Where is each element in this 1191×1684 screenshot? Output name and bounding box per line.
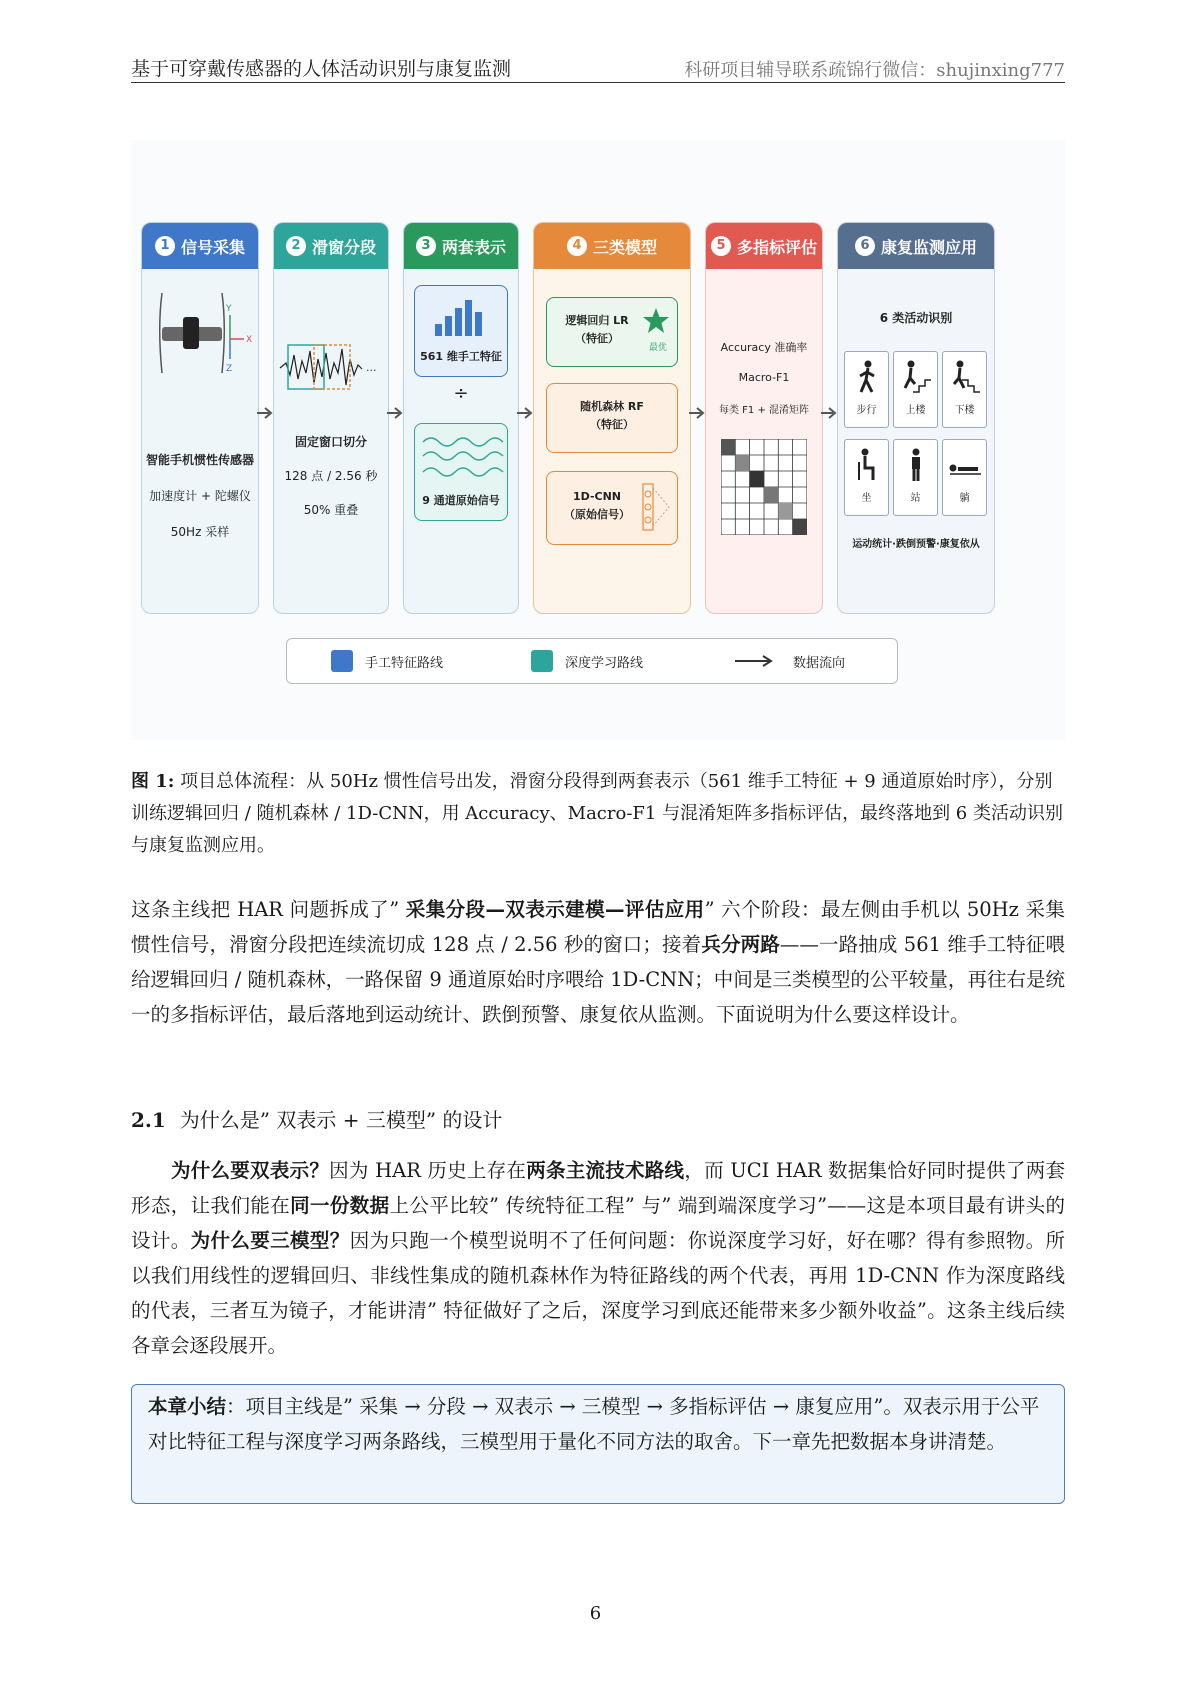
header-contact: 科研项目辅导联系疏锦行微信：shujinxing777 [684,60,1065,81]
stage-2-line-1: 固定窗口切分 [294,435,367,449]
walking-person-icon [855,360,879,394]
stage-3-title: 两套表示 [441,237,506,257]
x-axis-label: X [246,335,253,345]
model-rf-box [546,383,678,453]
section-heading [131,1104,502,1133]
legend-deep-label: 深度学习路线 [565,656,644,671]
stage-2-title: 滑窗分段 [311,237,376,257]
activity-walk [844,351,889,428]
activity-heading: 6 类活动识别 [879,311,953,325]
model-lr-label: 逻辑回归 LR （特征） [565,314,629,345]
stage-2-number: 2 [286,236,306,256]
legend-flow-label: 数据流向 [793,656,846,671]
stage-4-header [534,223,690,269]
lying-person-icon [948,448,982,482]
feature-label: 561 维手工特征 [420,350,502,363]
header-title: 基于可穿戴传感器的人体活动识别与康复监测 [131,58,512,80]
metric-macro-f1: Macro-F1 [738,371,790,384]
stage-1-line-2: 加速度计 + 陀螺仪 [149,489,251,503]
pipeline-figure [131,140,1065,740]
stage-4-title: 三类模型 [592,237,657,257]
p2-q2: 为什么要三模型？ [190,1229,350,1252]
star-icon [641,306,671,336]
legend-manual-label: 手工特征路线 [365,656,444,671]
p2-f: 上公平比较” 传统特征工程” 与” 端到端深度学习”——这是本项目最有讲头的设计。 [131,1194,1065,1252]
activity-walk-label: 步行 [856,405,877,416]
activity-stand-label: 站 [910,493,921,504]
stage-5-title: 多指标评估 [736,237,817,257]
p2-d: ，而 UCI HAR 数据集恰好同时提供了两套形态，让我们能在 [131,1159,1065,1217]
activity-upstairs-label: 上楼 [905,405,926,416]
y-axis-label: Y [226,304,232,314]
sliding-window-signal-icon [274,333,388,403]
best-label: 最优 [648,343,667,353]
stage-3-panel [403,222,519,614]
stage-1-title: 信号采集 [180,237,245,257]
running-header [131,52,1065,83]
bar-chart-icon [415,292,507,342]
legend-deep-swatch [531,650,553,672]
stage-2-panel [273,222,389,614]
legend-arrow-icon [735,654,775,668]
figure-legend [286,638,898,684]
activity-stand [893,439,938,516]
stage-6-panel [837,222,995,614]
stage-1-header [142,223,258,269]
activity-upstairs [893,351,938,428]
caption-label: 图 1: [131,771,175,792]
activity-sit-label: 坐 [861,493,872,504]
figure-caption [131,766,1065,862]
downstairs-icon [950,360,980,394]
p1-split: 兵分两路 [701,933,780,956]
confusion-matrix-icon [721,439,807,535]
metric-confusion: 每类 F1 + 混淆矩阵 [718,405,810,416]
p1-a: 这条主线把 HAR 问题拆成了” [131,898,406,921]
activity-downstairs [942,351,987,428]
model-rf-label: 随机森林 RF （特征） [580,400,644,431]
stage-4-panel [533,222,691,614]
p2-same-data: 同一份数据 [290,1194,390,1217]
waist-phone-icon [142,283,258,393]
metric-accuracy: Accuracy 准确率 [720,341,808,354]
raw-signal-box [414,423,508,521]
stage-1-panel [141,222,259,614]
legend-manual-swatch [331,650,353,672]
activity-sit [844,439,889,516]
activity-lie [942,439,987,516]
summary-label: 本章小结 [148,1395,227,1418]
p1-stages: 采集分段—双表示建模—评估应用 [405,898,705,921]
network-icon [641,482,671,532]
stage-5-header [706,223,822,269]
feature-box [414,285,508,377]
stage-1-line-3: 50Hz 采样 [170,525,230,539]
ellipsis: ... [366,361,377,374]
p2-b: 因为 HAR 历史上存在 [329,1159,527,1182]
section-number: 2.1 [131,1108,166,1132]
stage-6-title: 康复监测应用 [880,237,977,257]
p1-c: ” 六个阶段：最左侧由手机以 50Hz 采集惯性信号，滑窗分段把连续流切成 128 点 / 2.56 秒的窗口；接着 [131,898,1065,956]
p1-e: ——一路抽成 561 维手工特征喂给逻辑回归 / 随机森林，一路保留 9 通道原始时序喂给 1D-CNN；中间是三类模型的公平较量，再往右是统一的多指标评估，最后落地到运动统计、跌倒预警、康复依从监测。下面说明为什么要这样设计。 [131,933,1065,1026]
wave-icon [415,430,507,484]
stage-5-panel [705,222,823,614]
activity-lie-label: 躺 [959,493,970,504]
stage-1-line-1: 智能手机惯性传感器 [145,453,254,467]
stage-6-number: 6 [855,236,875,256]
summary-text: ：项目主线是” 采集 → 分段 → 双表示 → 三模型 → 多指标评估 → 康复应用”。双表示用于公平对比特征工程与深度学习两条路线，三模型用于量化不同方法的取舍。下一章先把数据本身讲清楚。 [148,1395,1040,1453]
stage-6-header [838,223,994,269]
model-cnn-label: 1D-CNN （原始信号） [564,490,630,521]
model-lr-box [546,297,678,367]
stage-5-number: 5 [711,236,731,256]
caption-text: 项目总体流程：从 50Hz 惯性信号出发，滑窗分段得到两套表示（561 维手工特征 + 9 通道原始时序），分别训练逻辑回归 / 随机森林 / 1D-CNN，用 Accuracy、Macro-F1 与混淆矩阵多指标评估，最终落地到 6 类活动识别与康复监测应用。 [131,771,1063,856]
body-paragraph-2 [131,1153,1065,1363]
p2-h: 因为只跑一个模型说明不了任何问题：你说深度学习好，好在哪？得有参照物。所以我们用线性的逻辑回归、非线性集成的随机森林作为特征路线的两个代表，再用 1D-CNN 作为深度路线的代表，三者互为镜子，才能讲清” 特征做好了之后，深度学习到底还能带来多少额外收益”。这条主线后续各章会逐段展开。 [131,1229,1065,1357]
chapter-summary-box [131,1384,1065,1504]
stage-4-number: 4 [567,236,587,256]
upstairs-icon [901,360,931,394]
application-footer: 运动统计·跌倒预警·康复依从 [852,539,980,550]
standing-person-icon [904,448,928,482]
divide-symbol: ÷ [453,383,469,404]
stage-1-number: 1 [155,236,175,256]
model-cnn-box [546,471,678,545]
section-title: 为什么是” 双表示 + 三模型” 的设计 [179,1108,503,1132]
stage-3-header [404,223,518,269]
raw-signal-label: 9 通道原始信号 [422,494,500,507]
body-paragraph-1 [131,892,1065,1032]
p2-routes: 两条主流技术路线 [526,1159,685,1182]
stage-3-number: 3 [416,236,436,256]
z-axis-label: Z [226,364,233,374]
stage-2-line-2: 128 点 / 2.56 秒 [284,469,378,483]
sitting-person-icon [855,448,879,482]
p2-q1: 为什么要双表示？ [171,1159,330,1182]
stage-2-header [274,223,388,269]
stage-2-line-3: 50% 重叠 [303,503,359,517]
page-number: 6 [589,1603,602,1624]
activity-downstairs-label: 下楼 [954,405,975,416]
